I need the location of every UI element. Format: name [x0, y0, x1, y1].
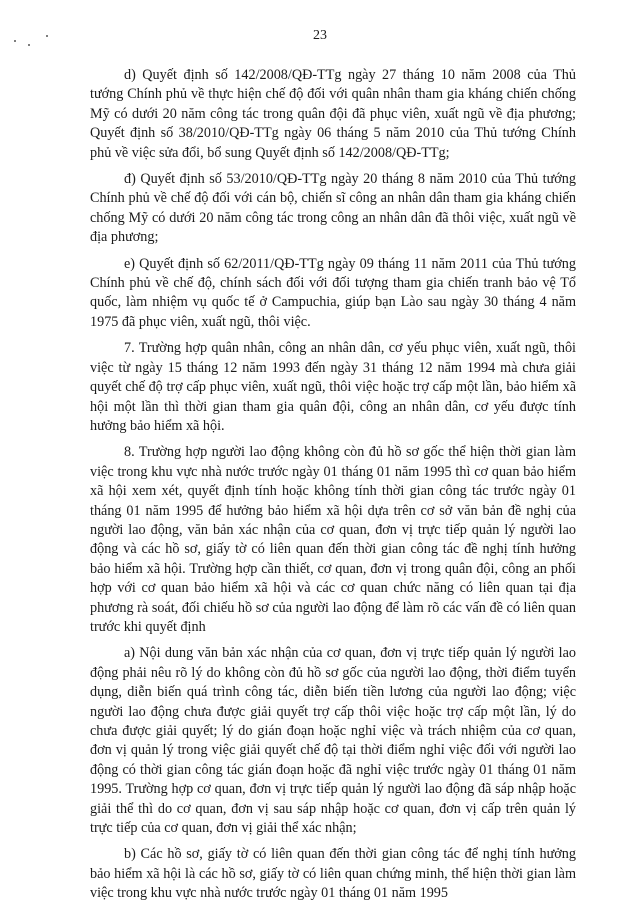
- document-body: [90, 66, 576, 911]
- page-number: 23: [313, 28, 327, 43]
- paragraph-e: e) Quyết định số 62/2011/QĐ-TTg ngày 09 tháng 11 năm 2011 của Thủ tướng Chính phủ về chế độ, chính sách đối với đối tượng tham gia chiến tranh bảo vệ Tổ quốc, làm nhiệm vụ quốc tế ở Campuchia, giúp bạn Lào sau ngày 30 tháng 4 năm 1975 đã phục viên, xuất ngũ, thôi việc.: [90, 255, 576, 330]
- paragraph-7: 7. Trường hợp quân nhân, công an nhân dân, cơ yếu phục viên, xuất ngũ, thôi việc từ ngày 15 tháng 12 năm 1993 đến ngày 31 tháng 12 năm 1994 mà chưa giải quyết chế độ trợ cấp phục viên, xuất ngũ, thôi việc hoặc trợ cấp một lần, bảo hiểm xã hội một lần thì thời gian tham gia quân đội, công an nhân dân, cơ yếu được tính hưởng bảo hiểm xã hội.: [90, 340, 576, 434]
- paragraph-b: b) Các hồ sơ, giấy tờ có liên quan đến thời gian công tác để nghị tính hưởng bảo hiểm xã hội là các hồ sơ, giấy tờ có liên quan chứng minh, thể hiện thời gian làm việc trong khu vực nhà nước trước ngày 01 tháng 01 năm 1995: [90, 846, 576, 902]
- paragraph-a: a) Nội dung văn bản xác nhận của cơ quan, đơn vị trực tiếp quản lý người lao động phải nêu rõ lý do không còn đủ hồ sơ gốc của người lao động, thời điểm tuyển dụng, diễn biến quá trình công tác, diễn biến tiền lương của người lao động; việc người lao động chưa được giải quyết trợ cấp thôi việc hoặc trợ cấp một lần, lý do chưa được giải quyết; lý do gián đoạn hoặc nghỉ việc và trách nhiệm của cơ quan, đơn vị quản lý trong việc giải quyết chế độ tại thời điểm nghỉ việc đối với người lao động có thời gian công tác gián đoạn hoặc đã nghỉ việc trước ngày 01 tháng 01 năm 1995. Trường hợp cơ quan, đơn vị trực tiếp quản lý người lao động đã sáp nhập hoặc giải thể thì do cơ quan, đơn vị sau sáp nhập hoặc cơ quan, đơn vị cấp trên quản lý trực tiếp của cơ quan, đơn vị giải thể xác nhận;: [90, 645, 576, 837]
- paragraph-d: d) Quyết định số 142/2008/QĐ-TTg ngày 27 tháng 10 năm 2008 của Thủ tướng Chính phủ về thực hiện chế độ đối với quân nhân tham gia kháng chiến chống Mỹ có dưới 20 năm công tác trong quân đội đã phục viên, xuất ngũ về địa phương; Quyết định số 38/2010/QĐ-TTg ngày 06 tháng 5 năm 2010 của Thủ tướng Chính phủ về việc sửa đổi, bổ sung Quyết định số 142/2008/QĐ-TTg;: [90, 67, 576, 161]
- scan-speck: [28, 44, 30, 46]
- paragraph-8: 8. Trường hợp người lao động không còn đủ hồ sơ gốc thể hiện thời gian làm việc trong khu vực nhà nước trước ngày 01 tháng 01 năm 1995 thì cơ quan bảo hiểm xã hội xem xét, quyết định tính hoặc không tính thời gian công tác trước ngày 01 tháng 01 năm 1995 để hưởng bảo hiểm xã hội dựa trên cơ sở văn bản đề nghị của người lao động, văn bản xác nhận của cơ quan, đơn vị trực tiếp quản lý người lao động và các hồ sơ, giấy tờ có liên quan đến thời gian công tác đề nghị tính hưởng bảo hiểm xã hội. Trường hợp cần thiết, cơ quan, đơn vị trong quân đội, công an phối hợp với cơ quan bảo hiểm xã hội và các cơ quan chức năng có liên quan tại địa phương rà soát, đối chiếu hồ sơ của người lao động để làm rõ các vấn đề có liên quan trước khi quyết định: [90, 444, 576, 635]
- paragraph-dd: đ) Quyết định số 53/2010/QĐ-TTg ngày 20 tháng 8 năm 2010 của Thủ tướng Chính phủ về chế độ đối với cán bộ, chiến sĩ công an nhân dân tham gia kháng chiến chống Mỹ có dưới 20 năm công tác trong công an nhân dân đã thôi việc, xuất ngũ về địa phương;: [90, 171, 576, 246]
